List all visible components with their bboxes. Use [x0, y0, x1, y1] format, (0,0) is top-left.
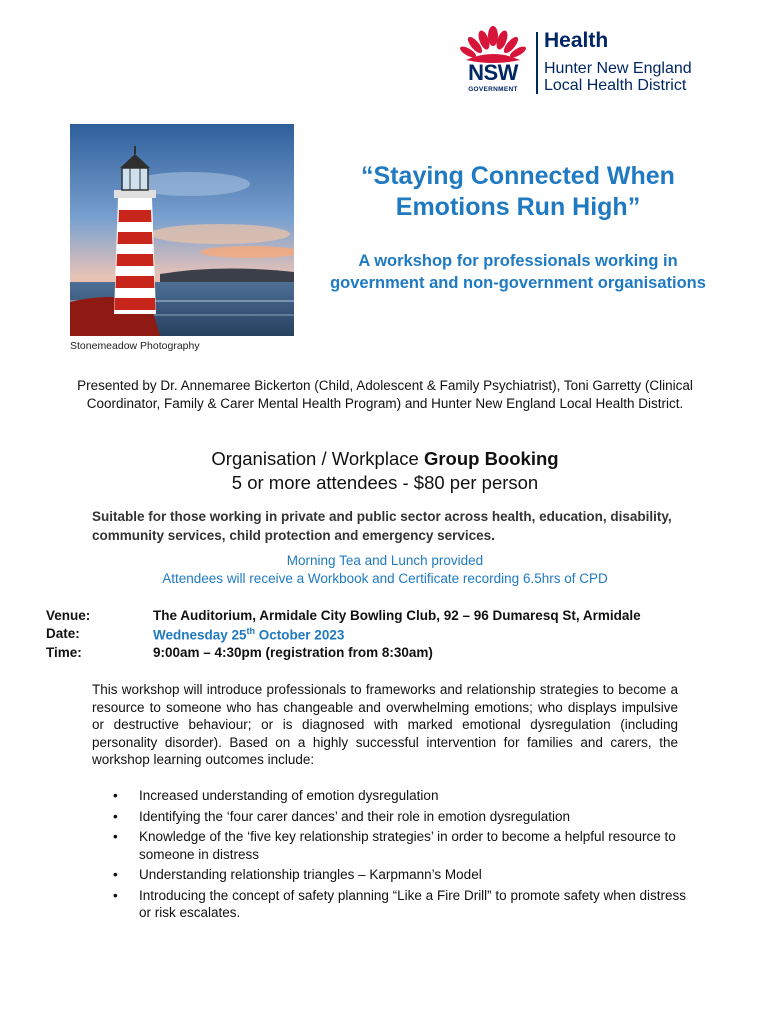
date-value [153, 626, 344, 643]
bullet-icon: • [113, 829, 118, 844]
list-item [92, 808, 692, 826]
catering-info [60, 552, 710, 588]
outcome-text: Introducing the concept of safety planning “Like a Fire Drill” to promote safety when distress or risk escalates. [139, 887, 687, 920]
learning-outcomes-list [92, 787, 692, 925]
date-prefix: Wednesday 25 [153, 627, 247, 643]
booking-emphasis: Group Booking [423, 448, 559, 469]
date-suffix: th [246, 626, 256, 636]
bullet-icon: • [113, 867, 118, 882]
photo-credit: Stonemeadow Photography [70, 340, 200, 352]
presenters-text: Presented by Dr. Annemaree Bickerton (Child, Adolescent & Family Psychiatrist), Toni Garretty (Clinical Coordinator, Family & Carer Mental Health Program) and Hunter New England Local Health District. [77, 378, 693, 411]
venue-label: Venue: [46, 608, 91, 623]
outcome-text: Understanding relationship triangles – Karpmann’s Model [139, 867, 482, 882]
logo-divider [536, 32, 538, 94]
outcome-text: Knowledge of the ‘five key relationship strategies’ in order to become a helpful resource to someone in distress [139, 829, 676, 862]
list-item [92, 887, 692, 922]
date-label: Date: [46, 626, 80, 641]
booking-heading [60, 447, 710, 470]
district-name-line1: Hunter New England [544, 60, 692, 77]
health-wordmark: Health [544, 29, 609, 52]
time-label: Time: [46, 645, 82, 660]
government-wordmark: GOVERNMENT [468, 86, 518, 93]
booking-price: 5 or more attendees - $80 per person [231, 472, 539, 493]
catering-line1: Morning Tea and Lunch provided [286, 553, 484, 568]
list-item [92, 787, 692, 805]
bullet-icon: • [113, 887, 118, 903]
list-item [92, 828, 692, 863]
venue-value: The Auditorium, Armidale City Bowling Club, 92 – 96 Dumaresq St, Armidale [153, 608, 641, 623]
list-item [92, 866, 692, 884]
outcome-text: Identifying the ‘four carer dances’ and their role in emotion dysregulation [139, 808, 570, 824]
nsw-wordmark: NSW [468, 60, 518, 85]
bullet-icon: • [113, 788, 118, 803]
workshop-description: This workshop will introduce professionals to frameworks and relationship strategies to become a resource to someone who has changeable and overwhelming emotions; who displays impulsive or destructive behaviour; or is diagnosed with marked emotional dysregulation (including personality disorder). Based on a highly successful intervention for families and carers, the workshop learning outcomes include: [92, 682, 678, 767]
outcome-text: Increased understanding of emotion dysregulation [139, 788, 439, 803]
nsw-health-logo [456, 26, 716, 98]
waratah-icon [460, 26, 526, 64]
time-value: 9:00am – 4:30pm (registration from 8:30am) [153, 645, 433, 660]
booking-prefix: Organisation / Workplace [211, 448, 424, 469]
workshop-subtitle: A workshop for professionals working in government and non-government organisations [330, 252, 706, 292]
bullet-icon: • [113, 808, 118, 824]
district-name-line2: Local Health District [544, 77, 687, 94]
lighthouse-photo [70, 124, 294, 336]
date-rest: October 2023 [255, 627, 345, 643]
workshop-title: “Staying Connected When Emotions Run High” [361, 162, 675, 221]
audience-text: Suitable for those working in private and public sector across health, education, disability, community services, child protection and emergency services. [92, 509, 672, 543]
catering-line2: Attendees will receive a Workbook and Certificate recording 6.5hrs of CPD [162, 571, 608, 586]
